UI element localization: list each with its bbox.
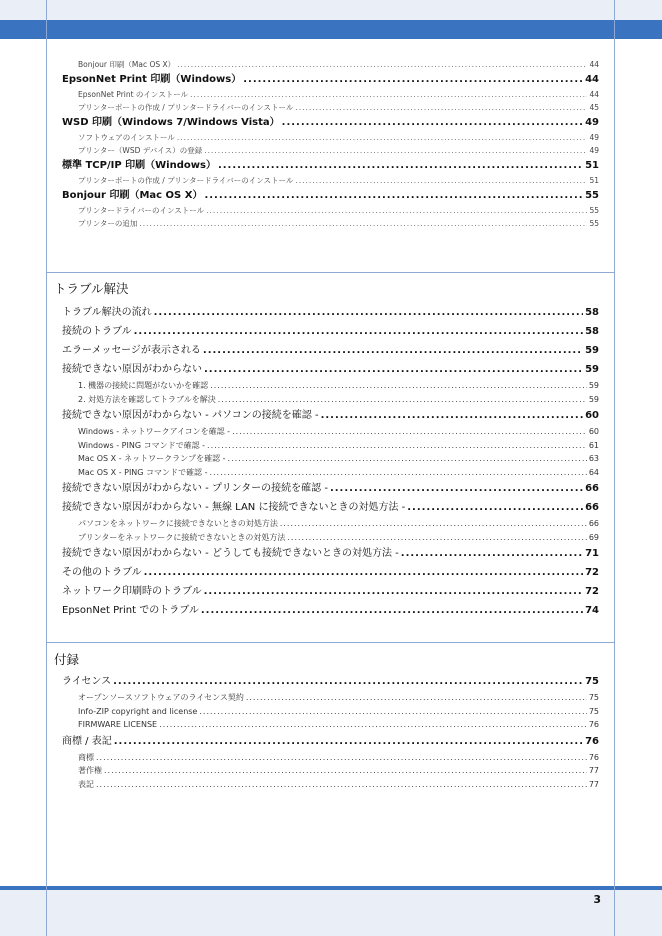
toc-entry-title: EpsonNet Print 印刷（Windows） <box>62 74 242 85</box>
toc-entry-title: ライセンス <box>62 676 112 687</box>
toc-subentry[interactable] <box>62 58 599 71</box>
toc-entry-page: 49 <box>589 146 599 155</box>
toc-subentry[interactable] <box>62 452 599 466</box>
header-band <box>0 0 662 20</box>
toc-subentry[interactable] <box>62 439 599 453</box>
toc-entry-page: 44 <box>585 74 599 85</box>
toc-entry[interactable] <box>62 114 599 131</box>
toc-entry-title: Windows - PING コマンドで確認 - <box>78 440 206 450</box>
dot-leader <box>209 466 586 480</box>
toc-entry-page: 49 <box>585 117 599 128</box>
toc-subentry[interactable] <box>62 517 599 531</box>
toc-entry-title: ソフトウェアのインストール <box>78 133 175 142</box>
section-divider <box>46 642 615 643</box>
toc-entry-page: 77 <box>588 779 599 789</box>
toc-entry-title: プリンタードライバーのインストール <box>78 206 205 215</box>
toc-entry-title: EpsonNet Print でのトラブル <box>62 605 199 616</box>
dot-leader <box>114 732 583 751</box>
toc-entry-title: 表記 <box>78 779 94 789</box>
dot-leader <box>218 393 587 407</box>
toc-entry-page: 75 <box>588 706 599 716</box>
toc-entry-title: オープンソースソフトウェアのライセンス契約 <box>78 693 244 702</box>
toc-entry-page: 74 <box>585 605 599 616</box>
toc-entry-title: 著作権 <box>78 766 102 775</box>
dot-leader <box>407 498 583 517</box>
toc-entry-page: 72 <box>585 567 599 578</box>
toc-entry-page: 76 <box>588 720 599 729</box>
toc-subentry[interactable] <box>62 691 599 705</box>
toc-entry-title: エラーメッセージが表示される <box>62 345 201 356</box>
toc-entry-title: 標準 TCP/IP 印刷（Windows） <box>62 160 216 171</box>
dot-leader <box>228 452 587 466</box>
toc-entry[interactable] <box>62 406 599 425</box>
dot-leader <box>204 144 587 157</box>
toc-entry-title: FIRMWARE LICENSE <box>78 720 158 729</box>
dot-leader <box>177 131 588 144</box>
toc-entry-title: Mac OS X - ネットワークランプを確認 - <box>78 454 226 463</box>
toc-entry-title: WSD 印刷（Windows 7/Windows Vista） <box>62 117 280 128</box>
dot-leader <box>295 101 587 114</box>
toc-subentry[interactable] <box>62 764 599 778</box>
toc-entry-title: パソコンをネットワークに接続できないときの対処方法 <box>78 519 278 528</box>
dot-leader <box>321 406 584 425</box>
toc-entry-title: プリンターポートの作成 / プリンタードライバーのインストール <box>78 176 294 185</box>
toc-subentry[interactable] <box>62 379 599 393</box>
toc-entry-title: Mac OS X - PING コマンドで確認 - <box>78 467 208 477</box>
toc-entry-title: プリンター（WSD デバイス）の登録 <box>78 146 203 155</box>
dot-leader <box>243 71 583 88</box>
toc-entry-page: 66 <box>585 483 599 494</box>
dot-leader <box>210 379 587 393</box>
toc-entry-page: 60 <box>588 427 599 436</box>
toc-entry-title: 商標 <box>78 752 94 762</box>
toc-entry[interactable] <box>62 563 599 582</box>
header-blue-band <box>0 20 662 39</box>
toc-subentry[interactable] <box>62 101 599 114</box>
toc-subentry[interactable] <box>62 778 599 792</box>
toc-entry-page: 44 <box>589 90 599 99</box>
dot-leader <box>190 88 587 101</box>
toc-entry-title: EpsonNet Print のインストール <box>78 90 189 99</box>
toc-entry-title: その他のトラブル <box>62 567 142 578</box>
toc-entry-page: 59 <box>588 381 599 390</box>
toc-entry-page: 58 <box>585 326 599 337</box>
toc-entry-page: 63 <box>588 454 599 463</box>
dot-leader <box>282 114 583 131</box>
toc-entry[interactable] <box>62 732 599 751</box>
toc-entry-page: 51 <box>585 160 599 171</box>
toc-entry-title: プリンターポートの作成 / プリンタードライバーのインストール <box>78 103 294 112</box>
toc-entry-title: Windows - ネットワークアイコンを確認 - <box>78 427 231 436</box>
toc-entry-title: 1. 機器の接続に問題がないかを確認 <box>78 381 209 390</box>
toc-entry-title: 接続のトラブル <box>62 326 132 337</box>
toc-entry-title: 接続できない原因がわからない <box>62 364 202 375</box>
toc-entry-title: Bonjour 印刷（Mac OS X） <box>62 190 203 201</box>
toc-entry-page: 61 <box>588 440 599 450</box>
toc-entry[interactable] <box>62 498 599 517</box>
toc-entry-title: Info-ZIP copyright and license <box>78 706 198 716</box>
toc-subentry[interactable] <box>62 144 599 157</box>
toc-trouble <box>62 303 599 620</box>
dot-leader <box>232 425 587 439</box>
toc-subentry[interactable] <box>62 217 599 230</box>
dot-leader <box>204 582 583 601</box>
dot-leader <box>134 322 583 341</box>
toc-entry-page: 76 <box>588 752 599 762</box>
dot-leader <box>204 360 583 379</box>
toc-entry-page: 59 <box>585 364 599 375</box>
toc-entry-page: 76 <box>585 735 599 747</box>
toc-entry[interactable] <box>62 303 599 322</box>
toc-entry-page: 51 <box>589 176 599 185</box>
toc-entry-page: 55 <box>585 190 599 201</box>
toc-entry-page: 75 <box>588 693 599 702</box>
dot-leader <box>104 764 587 778</box>
toc-entry[interactable] <box>62 479 599 498</box>
footer-blue-band <box>0 886 662 890</box>
dot-leader <box>218 157 583 174</box>
dot-leader <box>203 341 583 360</box>
section-heading-appendix: 付録 <box>54 652 80 667</box>
toc-subentry[interactable] <box>62 718 599 732</box>
toc-entry-title: トラブル解決の流れ <box>62 307 152 318</box>
toc-subentry[interactable] <box>62 751 599 765</box>
toc-entry-title: 商標 / 表記 <box>62 735 112 747</box>
dot-leader <box>96 778 587 792</box>
toc-entry-page: 69 <box>588 532 599 542</box>
toc-entry-page: 55 <box>589 206 599 215</box>
dot-leader <box>246 691 587 705</box>
dot-leader <box>139 217 587 230</box>
toc-part1 <box>62 58 599 230</box>
toc-appendix <box>62 672 599 791</box>
dot-leader <box>295 174 587 187</box>
toc-entry-title: 接続できない原因がわからない - どうしても接続できないときの対処方法 - <box>62 548 399 559</box>
toc-entry-page: 66 <box>588 519 599 528</box>
left-margin-line <box>46 0 47 936</box>
toc-entry-title: 接続できない原因がわからない - 無線 LAN に接続できないときの対処方法 - <box>62 502 406 513</box>
toc-entry-page: 44 <box>589 60 599 69</box>
toc-subentry[interactable] <box>62 174 599 187</box>
toc-subentry[interactable] <box>62 204 599 217</box>
toc-entry-page: 64 <box>588 467 599 477</box>
right-margin-line <box>614 0 615 936</box>
toc-entry[interactable] <box>62 544 599 563</box>
toc-entry[interactable] <box>62 601 599 620</box>
toc-entry-title: Bonjour 印刷（Mac OS X） <box>78 60 176 69</box>
toc-entry-title: 接続できない原因がわからない - パソコンの接続を確認 - <box>62 410 319 421</box>
toc-entry-page: 59 <box>585 345 599 356</box>
toc-entry-title: プリンターの追加 <box>78 219 138 228</box>
toc-entry-page: 75 <box>585 676 599 687</box>
toc-entry[interactable] <box>62 360 599 379</box>
toc-entry-page: 72 <box>585 586 599 597</box>
toc-entry-page: 71 <box>585 548 599 559</box>
dot-leader <box>204 187 583 204</box>
toc-subentry[interactable] <box>62 131 599 144</box>
toc-subentry[interactable] <box>62 466 599 480</box>
dot-leader <box>159 718 587 732</box>
toc-entry-page: 66 <box>585 502 599 513</box>
toc-entry[interactable] <box>62 187 599 204</box>
toc-entry-page: 60 <box>585 410 599 421</box>
toc-entry[interactable] <box>62 341 599 360</box>
dot-leader <box>113 672 583 691</box>
toc-subentry[interactable] <box>62 425 599 439</box>
toc-entry-title: 接続できない原因がわからない - プリンターの接続を確認 - <box>62 483 328 494</box>
section-divider <box>46 272 615 273</box>
dot-leader <box>199 705 586 719</box>
dot-leader <box>206 204 587 217</box>
toc-entry-title: ネットワーク印刷時のトラブル <box>62 586 202 597</box>
toc-entry-page: 77 <box>588 766 599 775</box>
toc-subentry[interactable] <box>62 531 599 545</box>
dot-leader <box>96 751 587 765</box>
dot-leader <box>287 531 586 545</box>
toc-entry-title: プリンターをネットワークに接続できないときの対処方法 <box>78 532 286 542</box>
dot-leader <box>330 479 583 498</box>
toc-entry[interactable] <box>62 71 599 88</box>
dot-leader <box>144 563 583 582</box>
toc-entry-page: 59 <box>588 394 599 404</box>
section-heading-trouble: トラブル解決 <box>54 281 129 296</box>
toc-subentry[interactable] <box>62 393 599 407</box>
dot-leader <box>201 601 583 620</box>
toc-entry-page: 49 <box>589 133 599 142</box>
toc-entry-title: 2. 対処方法を確認してトラブルを解決 <box>78 394 216 404</box>
toc-entry[interactable] <box>62 157 599 174</box>
dot-leader <box>401 544 583 563</box>
dot-leader <box>154 303 583 322</box>
page-number: 3 <box>593 893 601 906</box>
toc-entry[interactable] <box>62 582 599 601</box>
toc-entry[interactable] <box>62 672 599 691</box>
dot-leader <box>207 439 587 453</box>
dot-leader <box>280 517 587 531</box>
dot-leader <box>177 58 587 71</box>
toc-entry-page: 45 <box>589 103 599 112</box>
toc-entry[interactable] <box>62 322 599 341</box>
toc-subentry[interactable] <box>62 88 599 101</box>
toc-entry-page: 55 <box>589 219 599 228</box>
toc-entry-page: 58 <box>585 307 599 318</box>
toc-subentry[interactable] <box>62 705 599 719</box>
